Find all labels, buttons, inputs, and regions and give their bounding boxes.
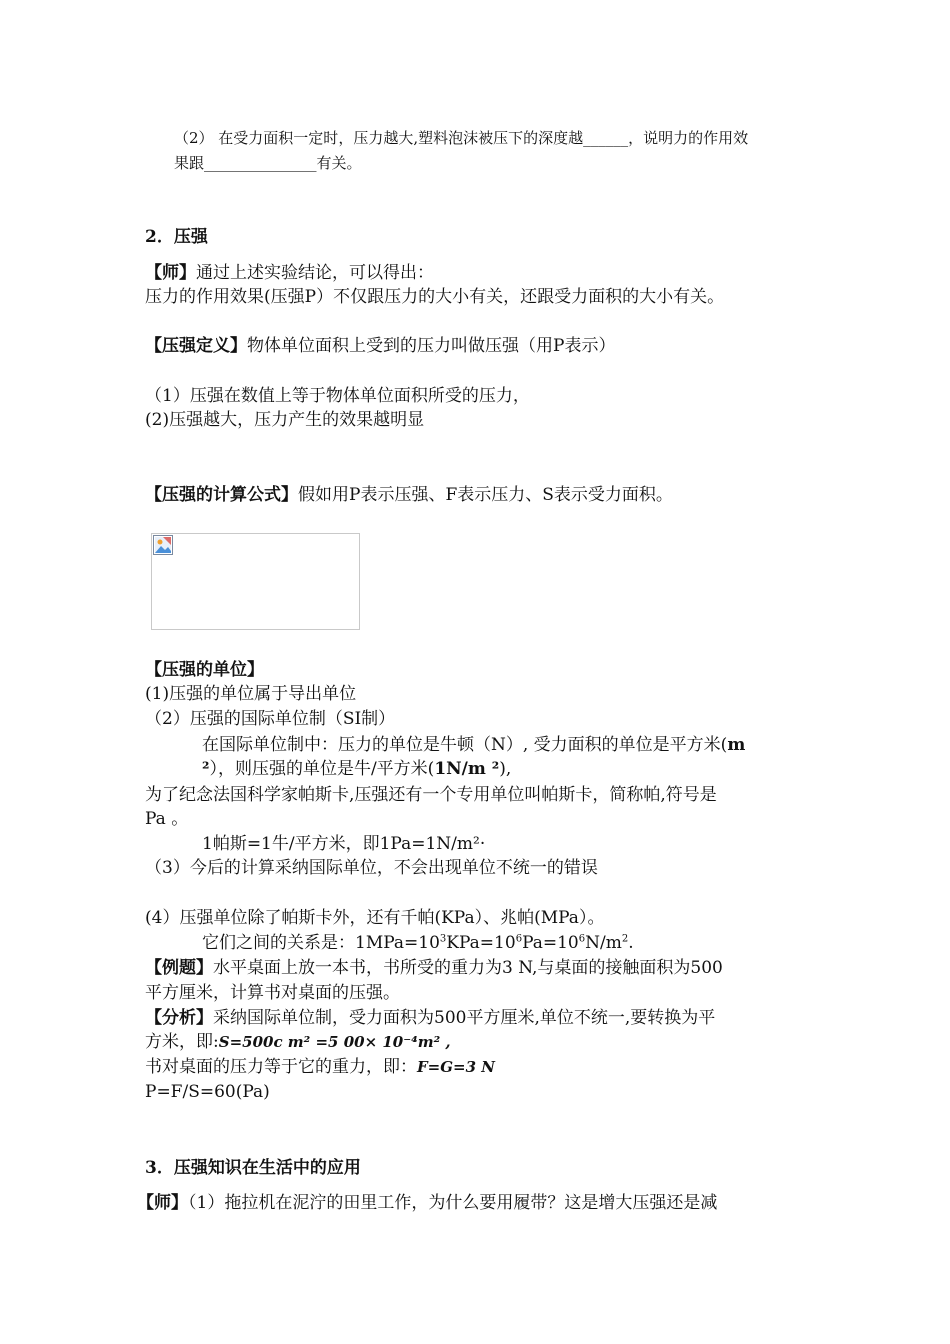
question-2-line1: （2） 在受力面积一定时，压力越大,塑料泡沫被压下的深度越______，说明力的作用效 — [174, 129, 749, 147]
si-unit-pa: 1N/m ² — [434, 759, 500, 779]
formula-image-placeholder — [151, 533, 360, 630]
units-point-3: （3）今后的计算采纳国际单位，不会出现单位不统一的错误 — [145, 858, 598, 878]
relation-exponent: 3 — [439, 933, 447, 945]
definition-tag: 【压强定义】 — [145, 336, 247, 356]
teacher-tag: 【师】 — [145, 263, 196, 283]
teacher-line — [145, 262, 434, 284]
relation-exponent: 6 — [578, 933, 586, 945]
analysis-line-1 — [145, 1007, 715, 1029]
formula-tag: 【压强的计算公式】 — [145, 485, 298, 505]
si-text-2: ），则压强的单位是牛/平方米( — [209, 759, 435, 779]
section-3-teacher-line — [137, 1192, 717, 1214]
broken-image-icon — [153, 535, 173, 555]
result-line: P=F/S=60(Pa) — [145, 1082, 270, 1102]
example-line-2: 平方厘米，计算书对桌面的压强。 — [145, 983, 400, 1003]
relation-part: N/m — [585, 933, 622, 953]
example-line-1 — [145, 957, 723, 979]
si-text-3: ), — [499, 759, 512, 779]
units-heading: 【压强的单位】 — [145, 660, 264, 680]
units-point-2: （2）压强的国际单位制（SI制） — [145, 709, 396, 729]
analysis-line-2 — [145, 1031, 451, 1053]
conclusion-text: 压力的作用效果(压强P）不仅跟压力的大小有关，还跟受力面积的大小有关。 — [145, 287, 725, 307]
units-point-4: (4）压强单位除了帕斯卡外，还有千帕(KPa）、兆帕(MPa）。 — [145, 908, 605, 928]
formula-text: 假如用P表示压强、F表示压力、S表示受力面积。 — [298, 485, 673, 505]
pascal-line-1: 为了纪念法国科学家帕斯卡,压强还有一个专用单位叫帕斯卡，简称帕,符号是 — [145, 785, 717, 805]
relation-part: 它们之间的关系是：1MPa=10 — [202, 933, 440, 953]
force-equation: F=G=3 N — [417, 1058, 495, 1076]
formula-line — [145, 484, 673, 506]
relation-part: . — [628, 933, 634, 953]
question-2-line2: 果跟_______________有关。 — [174, 154, 362, 172]
point-1: （1）压强在数值上等于物体单位面积所受的压力， — [145, 386, 530, 406]
relation-exponent: 6 — [515, 933, 523, 945]
units-point-1: (1)压强的单位属于导出单位 — [145, 684, 357, 704]
si-unit-m: m — [727, 735, 746, 755]
si-square: ² — [202, 759, 210, 779]
relation-exponent: 2 — [621, 933, 629, 945]
unit-relation — [202, 932, 634, 954]
si-line-1 — [202, 734, 745, 756]
section-2-heading: 2．压强 — [145, 227, 208, 247]
si-line-2 — [202, 758, 511, 780]
pascal-line-2: Pa 。 — [145, 809, 189, 829]
pascal-definition: 1帕斯=1牛/平方米，即1Pa=1N/m²· — [202, 834, 486, 854]
si-text-1: 在国际单位制中：压力的单位是牛顿（N）, 受力面积的单位是平方米( — [202, 735, 728, 755]
section-3-heading: 3．压强知识在生活中的应用 — [145, 1158, 361, 1178]
example-text-1: 水平桌面上放一本书，书所受的重力为3 N,与桌面的接触面积为500 — [213, 958, 723, 978]
section-3-teacher-tag: 【师】 — [137, 1193, 188, 1213]
relation-part: KPa=10 — [446, 933, 516, 953]
teacher-text: 通过上述实验结论，可以得出： — [196, 263, 434, 283]
definition-text: 物体单位面积上受到的压力叫做压强（用P表示） — [247, 336, 616, 356]
analysis-line-3 — [145, 1056, 495, 1078]
area-conversion: S=500c m² =5 00× 10⁻⁴m² , — [218, 1033, 451, 1051]
analysis-tag: 【分析】 — [145, 1008, 213, 1028]
example-tag: 【例题】 — [145, 958, 213, 978]
definition-line — [145, 335, 615, 357]
analysis-text-2: 方米，即: — [145, 1032, 219, 1052]
relation-part: Pa=10 — [522, 933, 579, 953]
point-2: (2)压强越大，压力产生的效果越明显 — [145, 410, 425, 430]
section-3-teacher-text: （1）拖拉机在泥泞的田里工作，为什么要用履带？这是增大压强还是减 — [188, 1193, 718, 1213]
analysis-text-1: 采纳国际单位制，受力面积为500平方厘米,单位不统一,要转换为平 — [213, 1008, 716, 1028]
analysis-text-3: 书对桌面的压力等于它的重力，即： — [145, 1057, 417, 1077]
